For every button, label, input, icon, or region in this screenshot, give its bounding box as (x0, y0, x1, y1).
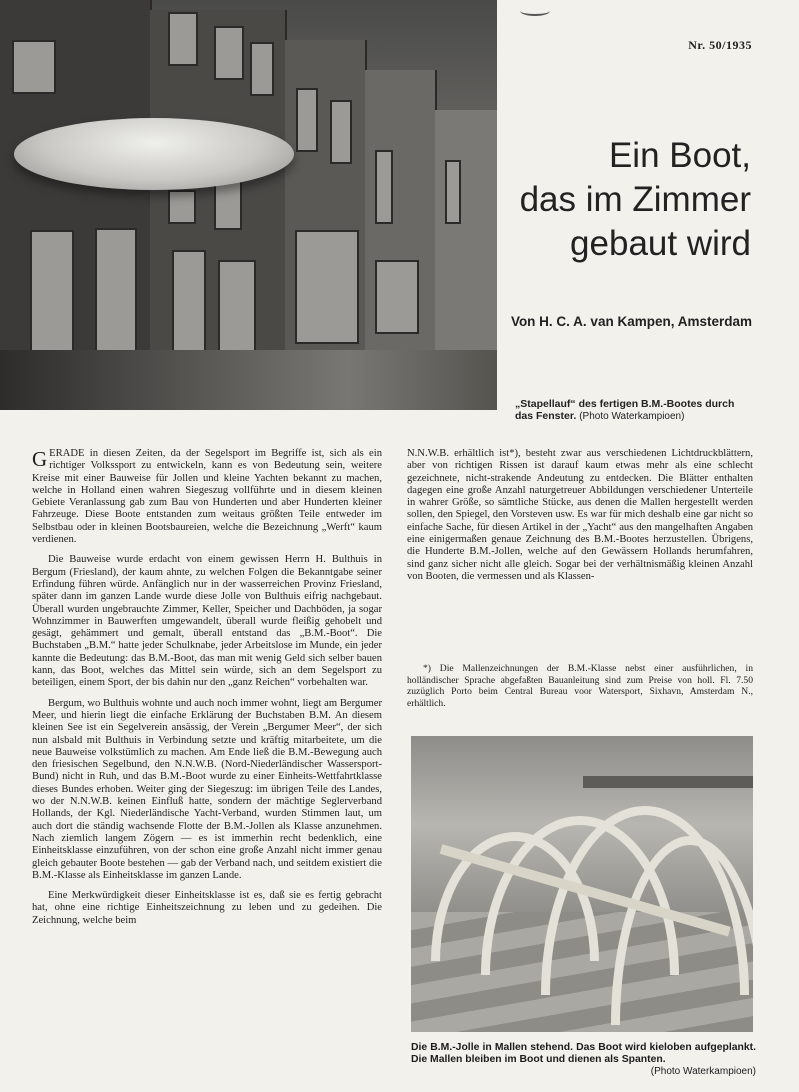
paragraph-2: Die Bauweise wurde erdacht von einem gewissen Herrn H. Bulthuis in Bergum (Friesland), der kaum ahnte, zu welchen Folgen die Bekanntgabe seiner Erfindung führen würde. Anfänglich nur in der wasserreichen Provinz Friesland, später dann im ganzen Lande wurde diese Jolle von Bulthuis eifrig nachgebaut. Überall wurden ungebrauchte Zimmer, Keller, Speicher und Dachböden, ja sogar Wohnzimmer in Bauwerften umgewandelt, überall wurde fleißig gehobelt und gesägt, gehämmert und gemalt, überall entstand das „B.M.-Boot“. Die Buchstaben „B.M.“ hatte jeder Schulknabe, jeder Arbeitslose im Munde, ein jeder kannte die Bedeutung: das B.M.-Boot, das man mit wenig Geld sich selber bauen kann, das Boot, welches das Mittel sein würde, sich an dem Segelsport zu beteiligen, einem Sport, der bis dahin nur den „ganz Reichen“ vorbehalten war. (32, 554, 382, 689)
blimp-boat (14, 118, 294, 190)
issue-number: Nr. 50/1935 (688, 38, 752, 52)
right-column (407, 448, 753, 591)
top-caption-credit: (Photo Waterkampioen) (579, 411, 685, 422)
article-title (471, 134, 751, 266)
right-paragraph: N.N.W.B. erhältlich ist*), besteht zwar aus verschiedenen Lichtdruckblättern, aber von richtigen Rissen ist darauf kaum etwas mehr als eine schlecht gezeichnete, nicht-strakende Andeutung zu entdecken. Die Blätter enthalten dagegen eine große Anzahl naturgetreuer Abbildungen verschiedener Unterteile in wahrer Größe, so sämtliche Stücke, aus denen die Mallen hergestellt werden sollen, den Spiegel, den Vorsteven usw. Es war für mich deshalb eine gar nicht so einfache Sache, für diesen Artikel in der „Yacht“ aus den mangelhaften Angaben eine einigermaßen genaue Zeichnung des B.M.-Bootes herzustellen. Übrigens, die Hunderte B.M.-Jollen, welche auf den Gewässern Hollands herumfahren, sind ganz sicher nicht alle gleich. Sogar bei der verhältnismäßig kleinen Anzahl von Booten, die vermessen und als Klassen- (407, 448, 753, 582)
paragraph-1 (32, 448, 382, 546)
title-line-1: Ein Boot, (608, 136, 751, 175)
bottom-caption-credit: (Photo Waterkampioen) (650, 1066, 756, 1077)
footnote-text: *) Die Mallenzeichnungen der B.M.-Klasse nebst einer ausführlichen, in holländischer Sprache abgefaßten Bauanleitung sind zum Preise von holl. Fl. 7.50 zuzüglich Porto beim Central Bureau voor Watersport, Sixhavn, Amsterdam N., erhältlich. (407, 663, 753, 709)
pen-mark (520, 6, 550, 16)
top-photo-caption (515, 398, 755, 423)
drop-cap: G (32, 447, 48, 471)
byline: Von H. C. A. van Kampen, Amsterdam (510, 314, 752, 329)
bottom-caption-text: Die B.M.-Jolle in Mallen stehend. Das Boot wird kieloben aufgeplankt. Die Mallen bleiben im Boot und dienen als Spanten. (411, 1042, 756, 1065)
boat-frame-photo (411, 736, 753, 1032)
footnote (407, 663, 753, 709)
paragraph-1-text: ERADE in diesen Zeiten, da der Segelsport im Begriffe ist, sich als ein richtiger Volkssport zu entwickeln, kann es von Bedeutung sein, weitere Kreise mit einer Bauweise für Jollen und kleine Yachten bekannt zu machen, welche in Holland einen wahren Siegeszug vollführte und in diesem kleinen Gebiete Veranlassung gab zum Bau von Hunderten und aber Hunderten kleiner Fahrzeuge. Diese Boote entstanden zum weitaus größten Teile entweder im Selbstbau oder in kleinen Bootsbaureien, welche die Bezeichnung „Werft“ kaum verdienen. (32, 448, 382, 546)
title-line-2: das im Zimmer (519, 180, 751, 219)
street-photo-blimp (0, 0, 497, 410)
left-column (32, 448, 382, 935)
paragraph-4: Eine Merkwürdigkeit dieser Einheitsklasse ist es, daß sie es fertig gebracht hat, ohne eine richtige Einheitszeichnung zu leben und zu gedeihen. Die Zeichnung, welche beim (32, 890, 382, 926)
bottom-photo-caption (411, 1042, 756, 1078)
top-caption-text: „Stapellauf“ des fertigen B.M.-Bootes durch das Fenster. (515, 398, 735, 422)
paragraph-3: Bergum, wo Bulthuis wohnte und auch noch immer wohnt, liegt am Bergumer Meer, und hierin liegt die einfache Erklärung der Buchstaben B.M. An diesem kleinen See ist ein Segelverein ansässig, der Verein „Bergumer Meer“, der sich nun alsbald mit Bulthuis in Verbindung setzte und kräftig mitarbeitete, um die neue Bauweise volkstümlich zu machen. Am Ende ließ die B.M.-Bewegung auch den friesischen Segelbund, den N.N.W.B. (Nord-Niederländischer Wassersport-Bund) nicht in Ruh, und das B.M.-Boot wurde zu einer Einheits-Wettfahrtklasse dieses Bundes erhoben. Weiter ging der Siegeszug: im übrigen Teile des Landes, wo der N.N.W.B. keinen Einfluß hatte, sondern der mächtige Seglerverband Hollands, der Kgl. Niederländische Yacht-Verband, wurden Stimmen laut, um auch dort die ständig wachsende Flotte der B.M.-Jollen als Klasse anzunehmen. Nach ziemlich langem Zögern — es ist immerhin recht bedenklich, eine Einheitsklasse einzuführen, von der schon eine große Anzahl nicht immer genau gleich gebauter Boote bestehen — gab der Verband nach, und seitdem existiert die B.M.-Klasse als Einheitsklasse im ganzen Lande. (32, 697, 382, 881)
title-line-3: gebaut wird (570, 224, 751, 263)
